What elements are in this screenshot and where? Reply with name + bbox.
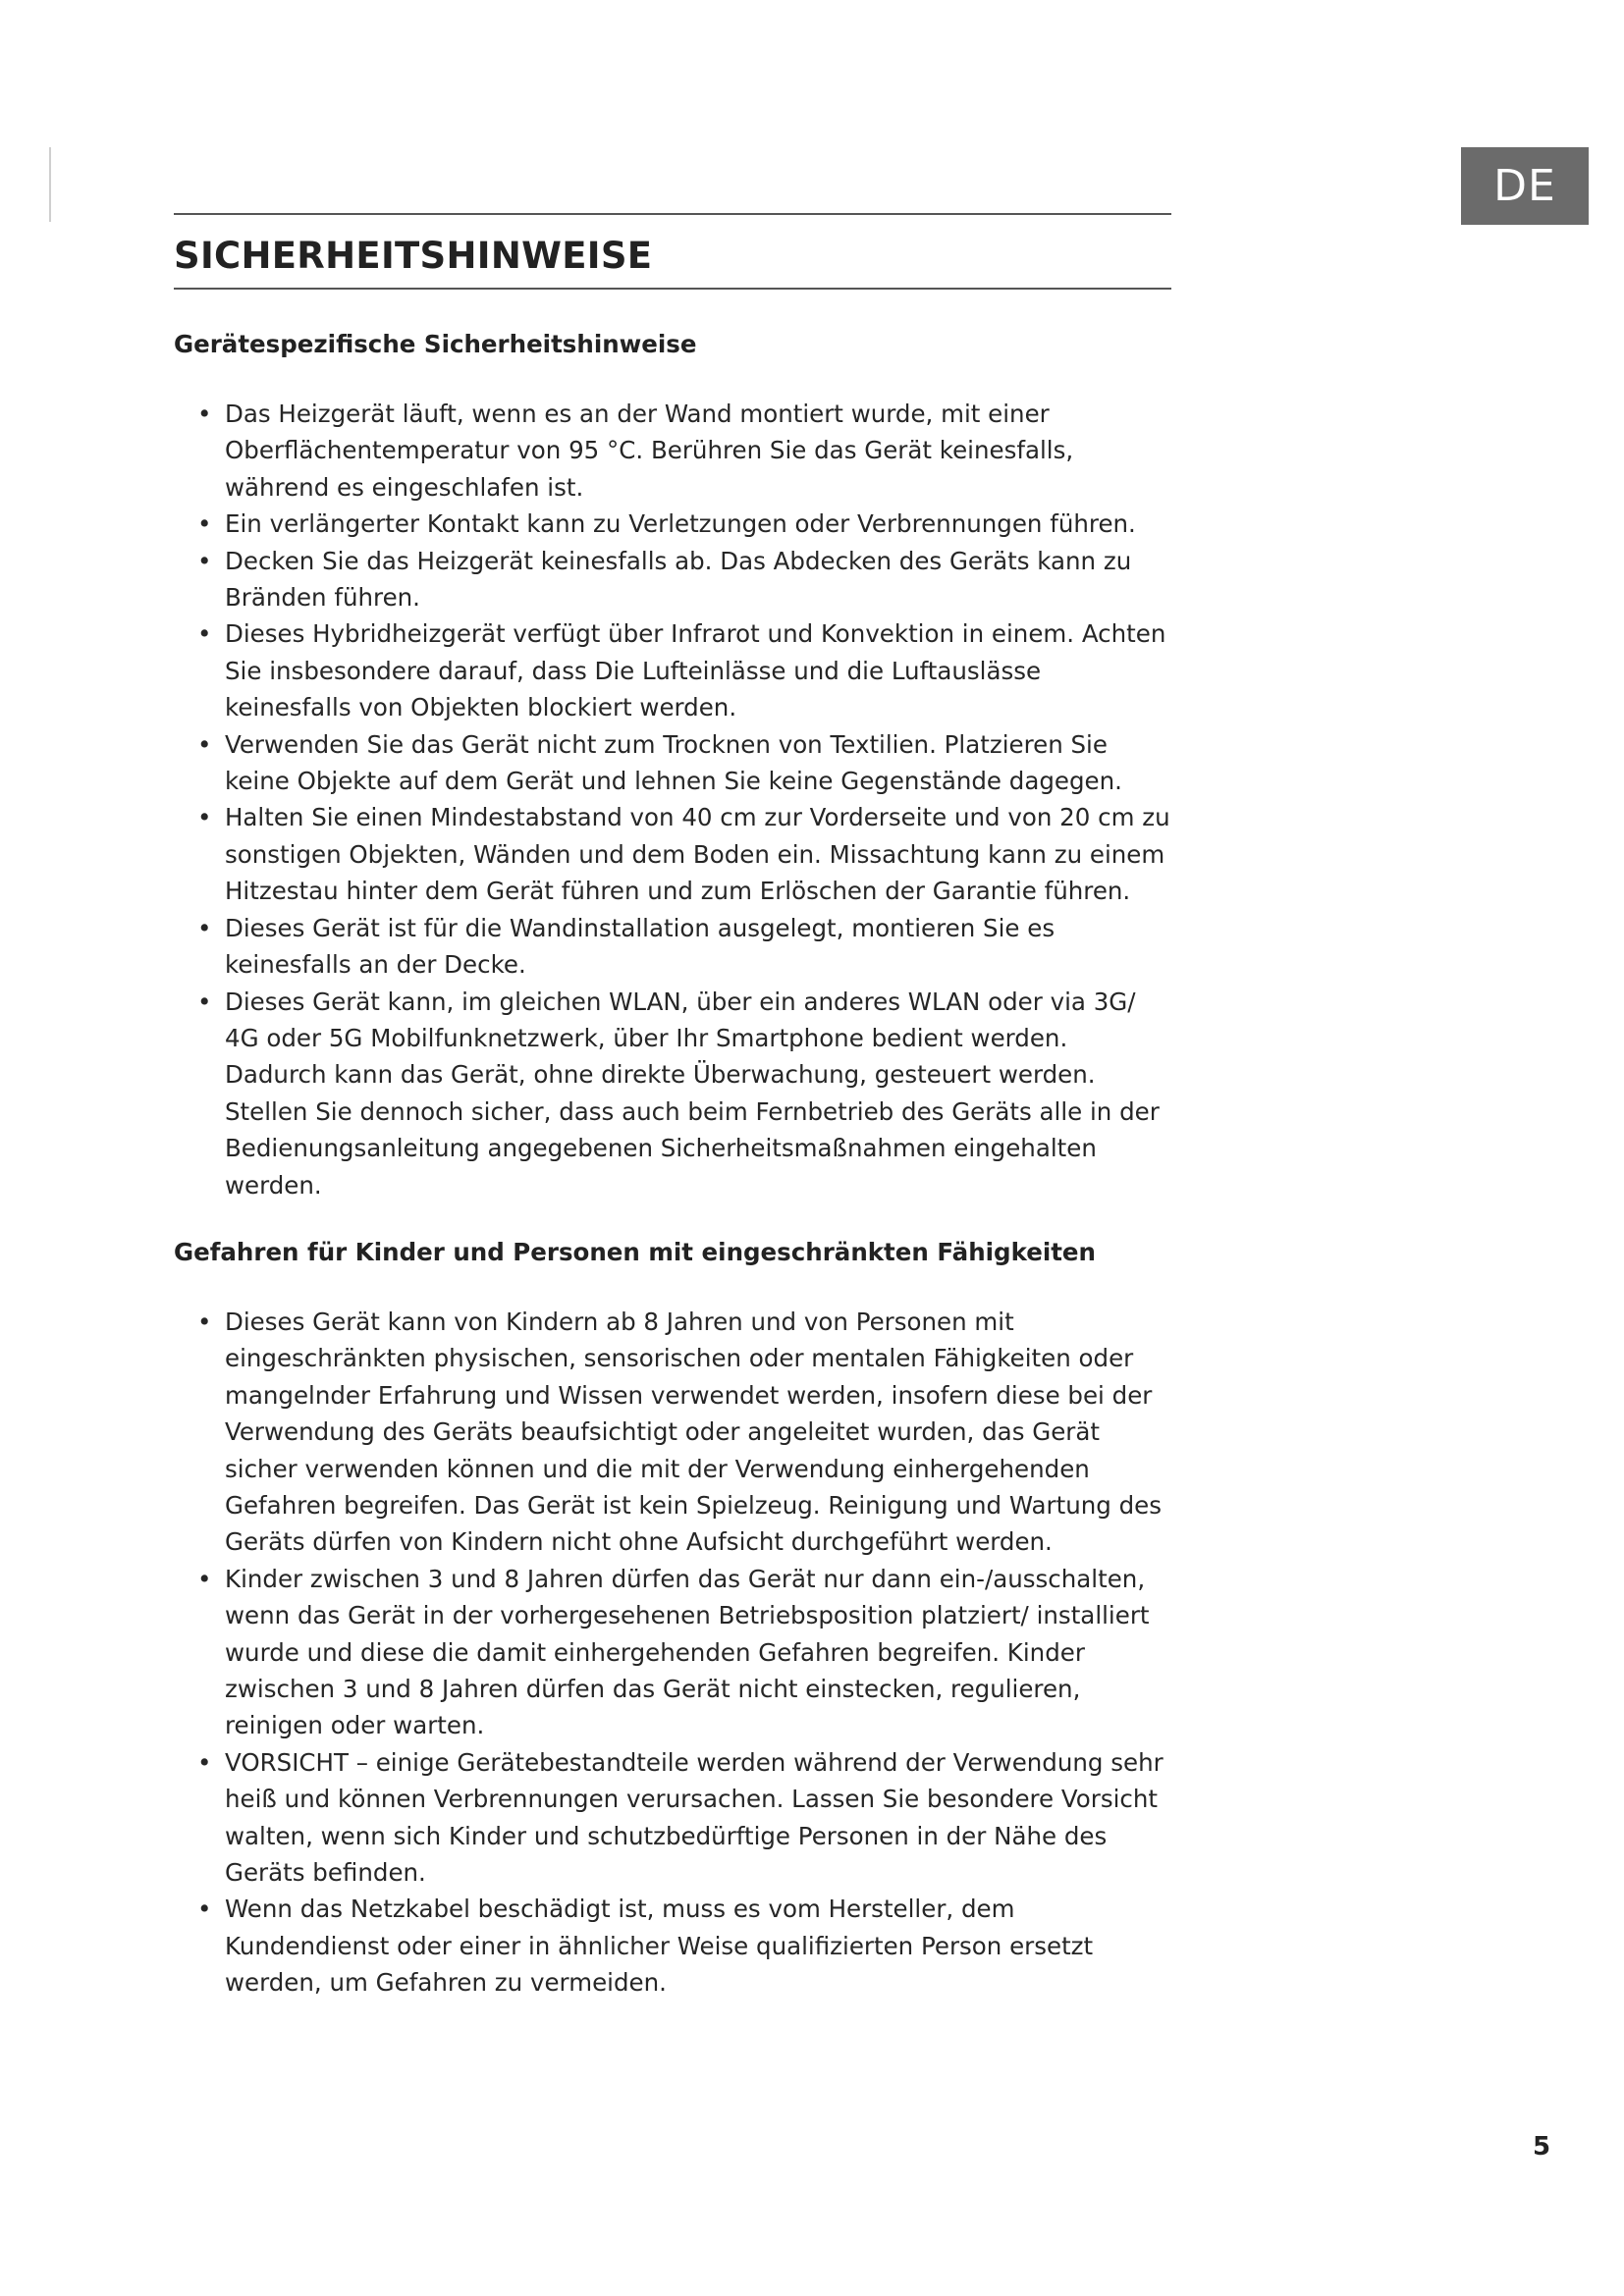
list-item: • Wenn das Netzkabel beschädigt ist, muss es vom Hersteller, dem Kundendienst oder einer in ähnlicher Weise qualifizierten Person ersetzt werden, um Gefahren zu vermeiden. bbox=[174, 1891, 1171, 2001]
bullet-icon: • bbox=[197, 1895, 212, 1924]
bullet-list-device-safety bbox=[174, 396, 1171, 1203]
section-heading-device-safety: Gerätespezifische Sicherheitshinweise bbox=[174, 330, 697, 358]
list-item: • Halten Sie einen Mindestabstand von 40 cm zur Vorderseite und von 20 cm zu sonstigen Objekten, Wänden und dem Boden ein. Missachtung kann zu einem Hitzestau hinter dem Gerät führen und zum Erlöschen der Garantie führen. bbox=[174, 799, 1171, 909]
list-item: • Dieses Gerät kann, im gleichen WLAN, über ein anderes WLAN oder via 3G/ 4G oder 5G Mobilfunknetzwerk, über Ihr Smartphone bedient werden. Dadurch kann das Gerät, ohne direkte Überwachung, gesteuert werden. Stellen Sie dennoch sicher, dass auch beim Fernbetrieb des Geräts alle in der Bedienungsanleitung angegebenen Sicherheitsmaßnahmen eingehalten werden. bbox=[174, 984, 1171, 1203]
bullet-icon: • bbox=[197, 729, 212, 759]
bullet-list-children-hazards bbox=[174, 1304, 1171, 2002]
bullet-icon: • bbox=[197, 913, 212, 942]
page-content bbox=[174, 213, 1171, 2002]
page-number: 5 bbox=[1532, 2132, 1551, 2162]
bullet-icon: • bbox=[197, 619, 212, 649]
list-item: • Verwenden Sie das Gerät nicht zum Trocknen von Textilien. Platzieren Sie keine Objekte auf dem Gerät und lehnen Sie keine Gegenstände dagegen. bbox=[174, 726, 1171, 800]
bullet-icon: • bbox=[197, 1564, 212, 1593]
section-heading-children-hazards: Gefahren für Kinder und Personen mit eingeschränkten Fähigkeiten bbox=[174, 1237, 1096, 1266]
list-item: • Ein verlängerter Kontakt kann zu Verletzungen oder Verbrennungen führen. bbox=[174, 506, 1171, 542]
list-item: • Decken Sie das Heizgerät keinesfalls ab. Das Abdecken des Geräts kann zu Bränden führen. bbox=[174, 543, 1171, 616]
bullet-icon: • bbox=[197, 1307, 212, 1336]
list-item: • VORSICHT – einige Gerätebestandteile werden während der Verwendung sehr heiß und können Verbrennungen verursachen. Lassen Sie besondere Vorsicht walten, wenn sich Kinder und schutzbedürftige Personen in der Nähe des Geräts befinden. bbox=[174, 1744, 1171, 1892]
list-item: • Das Heizgerät läuft, wenn es an der Wand montiert wurde, mit einer Oberflächentemperatur von 95 °C. Berühren Sie das Gerät keinesfalls, während es eingeschlafen ist. bbox=[174, 396, 1171, 506]
page-title: SICHERHEITSHINWEISE bbox=[174, 235, 653, 277]
margin-line bbox=[49, 147, 51, 222]
list-item: • Dieses Gerät ist für die Wandinstallation ausgelegt, montieren Sie es keinesfalls an der Decke. bbox=[174, 910, 1171, 984]
bullet-icon: • bbox=[197, 400, 212, 428]
language-tab: DE bbox=[1461, 147, 1589, 225]
list-item: • Dieses Gerät kann von Kindern ab 8 Jahren und von Personen mit eingeschränkten physischen, sensorischen oder mentalen Fähigkeiten oder mangelnder Erfahrung und Wissen verwendet werden, insofern diese bei der Verwendung des Geräts beaufsichtigt oder angeleitet wurden, das Gerät sicher verwenden können und die mit der Verwendung einhergehenden Gefahren begreifen. Das Gerät ist kein Spielzeug. Reinigung und Wartung des Geräts dürfen von Kindern nicht ohne Aufsicht durchgeführt werden. bbox=[174, 1304, 1171, 1561]
bullet-icon: • bbox=[197, 509, 212, 539]
title-bottom-rule bbox=[174, 288, 1171, 290]
bullet-icon: • bbox=[197, 1747, 212, 1777]
bullet-icon: • bbox=[197, 987, 212, 1016]
bullet-icon: • bbox=[197, 546, 212, 575]
title-top-rule bbox=[174, 213, 1171, 215]
list-item: • Kinder zwischen 3 und 8 Jahren dürfen das Gerät nur dann ein-/ausschalten, wenn das Gerät in der vorhergesehenen Betriebsposition platziert/ installiert wurde und diese die damit einhergehenden Gefahren begreifen. Kinder zwischen 3 und 8 Jahren dürfen das Gerät nicht einstecken, regulieren, reinigen oder warten. bbox=[174, 1561, 1171, 1744]
bullet-icon: • bbox=[197, 803, 212, 832]
list-item: • Dieses Hybridheizgerät verfügt über Infrarot und Konvektion in einem. Achten Sie insbesondere darauf, dass Die Lufteinlässe und die Luftauslässe keinesfalls von Objekten blockiert werden. bbox=[174, 615, 1171, 725]
